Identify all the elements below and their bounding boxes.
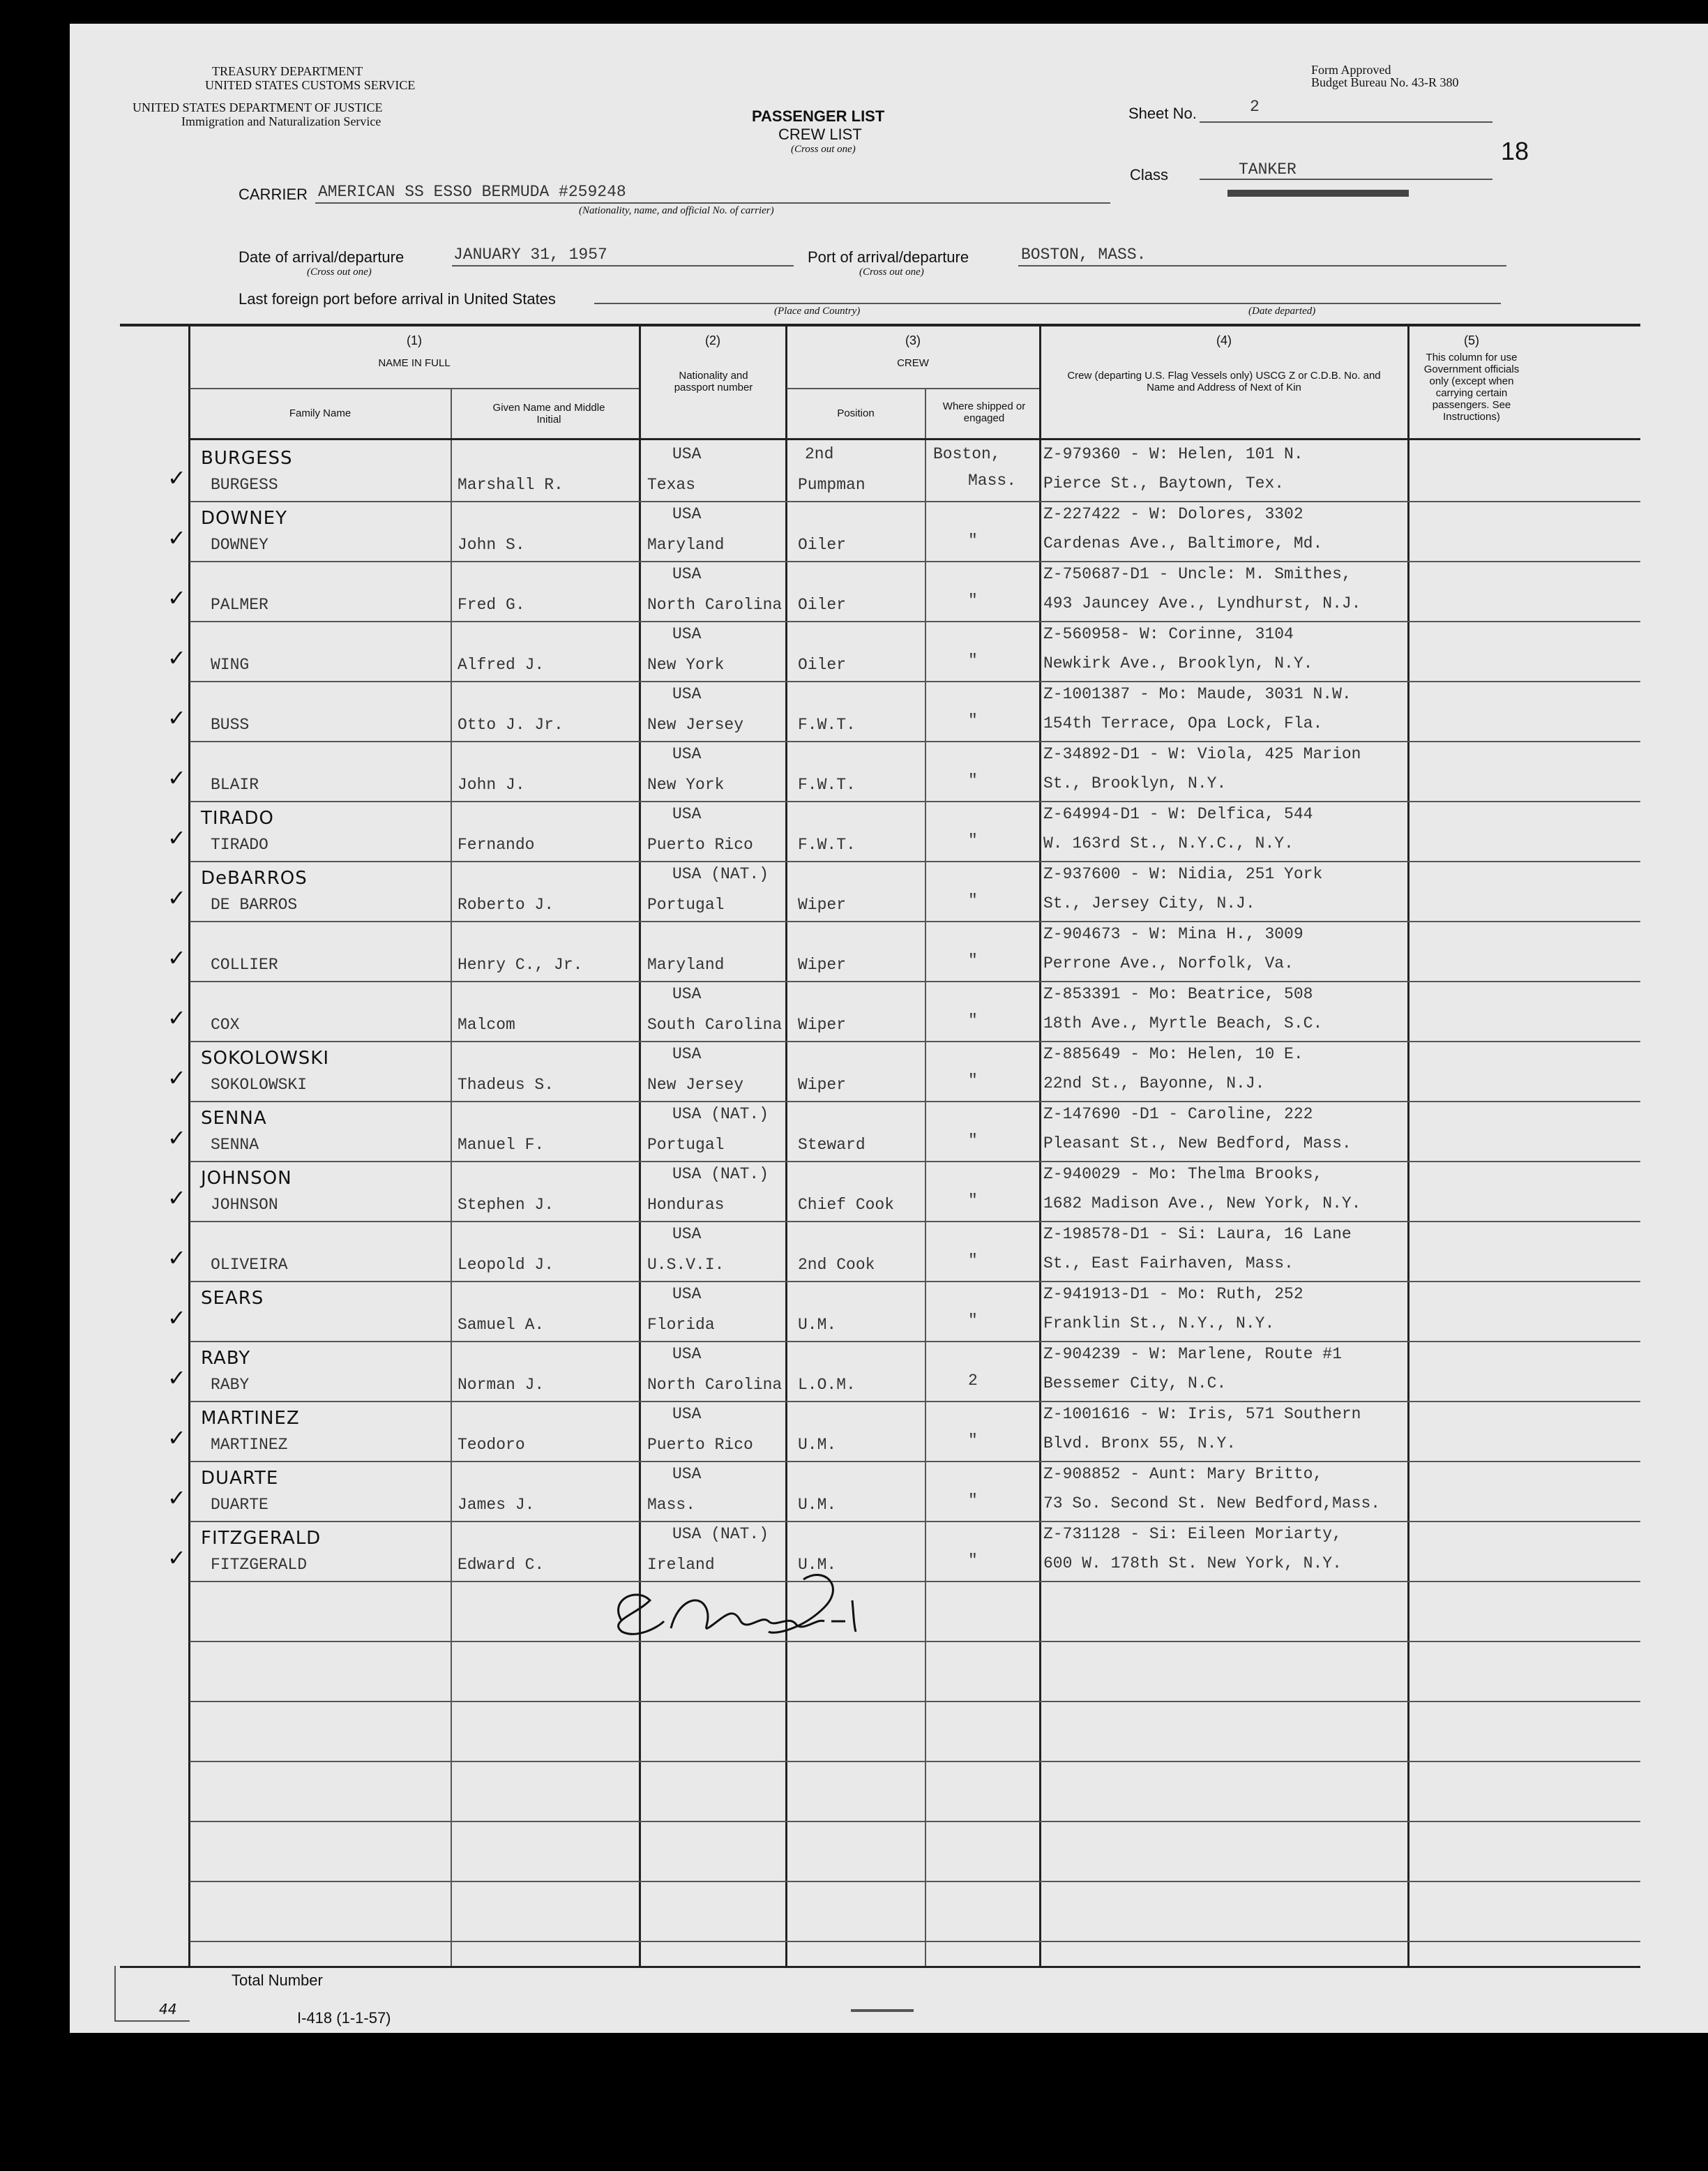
table-top-rule [120, 324, 1640, 326]
family-name: WING [211, 656, 250, 674]
nationality-line-1: USA [672, 685, 702, 703]
row-rule [190, 1521, 1640, 1522]
nationality-line-1: USA [672, 625, 702, 643]
family-name: PALMER [211, 596, 269, 614]
date-note: (Cross out one) [307, 266, 372, 278]
row-rule [190, 741, 1640, 742]
next-of-kin-line-2: St., East Fairhaven, Mass. [1043, 1254, 1294, 1272]
check-mark-icon: ✓ [167, 1005, 187, 1031]
next-of-kin-line-1: Z-147690 -D1 - Caroline, 222 [1043, 1105, 1313, 1123]
given-name: Teodoro [458, 1436, 525, 1454]
nationality-line-1: USA [672, 745, 702, 763]
row-rule [190, 1881, 1640, 1882]
col-subdivider-1 [451, 388, 452, 1966]
family-name: FITZGERALD [211, 1556, 308, 1574]
family-name: BLAIR [211, 776, 259, 794]
handwritten-family-name: JOHNSON [201, 1168, 292, 1189]
nationality-line-1: USA (NAT.) [672, 1105, 769, 1123]
passenger-list-title: PASSENGER LIST [752, 107, 885, 125]
row-rule [190, 981, 1640, 982]
row-rule [190, 861, 1640, 862]
position-line-1: 2nd [805, 445, 834, 463]
handwritten-family-name: MARTINEZ [201, 1408, 300, 1429]
where-shipped-line-2: 2 [968, 1372, 978, 1390]
next-of-kin-line-2: 600 W. 178th St. New York, N.Y. [1043, 1554, 1342, 1572]
next-of-kin-line-2: 22nd St., Bayonne, N.J. [1043, 1074, 1265, 1092]
handwritten-family-name: DOWNEY [201, 508, 287, 529]
carrier-value: AMERICAN SS ESSO BERMUDA #259248 [318, 183, 626, 201]
given-name: Otto J. Jr. [458, 716, 564, 734]
nationality-line-1: USA [672, 1465, 702, 1483]
nationality-line-2: Ireland [647, 1556, 715, 1574]
next-of-kin-line-2: Pleasant St., New Bedford, Mass. [1043, 1134, 1352, 1152]
position-line-2: U.M. [798, 1556, 837, 1574]
next-of-kin-line-1: Z-904673 - W: Mina H., 3009 [1043, 925, 1303, 943]
next-of-kin-line-2: 493 Jauncey Ave., Lyndhurst, N.J. [1043, 594, 1361, 613]
nationality-line-2: North Carolina [647, 596, 783, 614]
where-shipped-line-2: " [968, 1312, 978, 1330]
date-label: Date of arrival/departure [239, 248, 405, 266]
nationality-line-2: Texas [647, 476, 696, 494]
next-of-kin-line-2: 18th Ave., Myrtle Beach, S.C. [1043, 1014, 1323, 1032]
port-underline [1018, 265, 1506, 266]
check-mark-icon: ✓ [167, 645, 187, 671]
check-mark-icon: ✓ [167, 525, 187, 551]
nationality-line-2: New York [647, 656, 725, 674]
total-box-bottom [114, 2020, 190, 2022]
total-number-value: 44 [159, 2001, 177, 2018]
check-mark-icon: ✓ [167, 765, 187, 791]
row-rule [190, 1461, 1640, 1462]
position-line-2: Wiper [798, 896, 847, 914]
total-box-left [114, 1966, 116, 2022]
nationality-line-2: Mass. [647, 1496, 696, 1514]
handwritten-family-name: SENNA [201, 1108, 267, 1129]
given-name: John S. [458, 536, 525, 554]
check-mark-icon: ✓ [167, 945, 187, 971]
nationality-line-2: U.S.V.I. [647, 1256, 725, 1274]
family-name: DUARTE [211, 1496, 269, 1514]
where-shipped-line-2: " [968, 1072, 978, 1090]
where-shipped-line-2: " [968, 1132, 978, 1150]
nationality-line-2: Honduras [647, 1196, 725, 1214]
where-shipped-line-2: " [968, 1012, 978, 1030]
row-rule [190, 801, 1640, 802]
given-name: Henry C., Jr. [458, 956, 583, 974]
row-rule [190, 1161, 1640, 1162]
check-mark-icon: ✓ [167, 1245, 187, 1271]
position-line-2: L.O.M. [798, 1376, 856, 1394]
row-rule [190, 921, 1640, 922]
table-bottom-rule [120, 1966, 1640, 1968]
page-number: 18 [1501, 137, 1529, 165]
next-of-kin-line-1: Z-64994-D1 - W: Delfica, 544 [1043, 805, 1313, 823]
next-of-kin-line-1: Z-560958- W: Corinne, 3104 [1043, 625, 1294, 643]
col1-title: NAME IN FULL [378, 357, 451, 369]
family-name: BUSS [211, 716, 250, 734]
family-name: SOKOLOWSKI [211, 1076, 308, 1094]
next-of-kin-line-2: St., Jersey City, N.J. [1043, 894, 1255, 912]
family-name: RABY [211, 1376, 250, 1394]
position-line-2: Oiler [798, 536, 847, 554]
budget-bureau-label: Budget Bureau No. 43-R 380 [1311, 75, 1459, 89]
nationality-line-1: USA [672, 985, 702, 1003]
form-number: I-418 (1-1-57) [297, 2009, 391, 2027]
check-mark-icon: ✓ [167, 1365, 187, 1391]
check-mark-icon: ✓ [167, 1485, 187, 1511]
position-line-2: F.W.T. [798, 836, 856, 854]
col1a-title: Family Name [289, 407, 352, 419]
nationality-line-1: USA [672, 1345, 702, 1363]
bottom-mark [851, 2009, 914, 2012]
where-shipped-line-2: " [968, 892, 978, 910]
nationality-line-1: USA [672, 805, 702, 823]
next-of-kin-line-1: Z-904239 - W: Marlene, Route #1 [1043, 1345, 1342, 1363]
where-shipped-line-2: " [968, 712, 978, 730]
nationality-line-2: Maryland [647, 536, 725, 554]
row-rule [190, 501, 1640, 502]
header-bottom-rule [190, 438, 1640, 440]
given-name: Malcom [458, 1016, 515, 1034]
class-label: Class [1130, 166, 1169, 183]
nationality-line-2: New York [647, 776, 725, 794]
port-label: Port of arrival/departure [808, 248, 969, 266]
family-name: TIRADO [211, 836, 269, 854]
position-line-2: Oiler [798, 596, 847, 614]
check-mark-icon: ✓ [167, 1185, 187, 1211]
next-of-kin-line-1: Z-731128 - Si: Eileen Moriarty, [1043, 1525, 1342, 1543]
position-line-2: Wiper [798, 1076, 847, 1094]
next-of-kin-line-2: Perrone Ave., Norfolk, Va. [1043, 954, 1294, 972]
row-rule [190, 1641, 1640, 1642]
nationality-line-2: New Jersey [647, 1076, 744, 1094]
next-of-kin-line-1: Z-34892-D1 - W: Viola, 425 Marion [1043, 745, 1361, 763]
where-shipped-line-2: " [968, 952, 978, 970]
col3-number: (3) [905, 333, 921, 347]
col3a-title: Position [837, 407, 875, 419]
nationality-line-1: USA (NAT.) [672, 1525, 769, 1543]
row-rule [190, 1341, 1640, 1342]
col-subdivider-3 [925, 388, 926, 1966]
position-line-2: Steward [798, 1136, 866, 1154]
row-rule [190, 1041, 1640, 1042]
col2-number: (2) [705, 333, 720, 347]
row-rule [190, 621, 1640, 622]
document-page [70, 24, 1708, 2033]
next-of-kin-line-1: Z-1001387 - Mo: Maude, 3031 N.W. [1043, 685, 1352, 703]
nationality-line-1: USA [672, 445, 702, 463]
family-name: JOHNSON [211, 1196, 278, 1214]
where-shipped-line-2: " [968, 1252, 978, 1270]
sheet-underline [1200, 121, 1492, 123]
handwritten-family-name: TIRADO [201, 808, 274, 829]
position-line-2: Wiper [798, 956, 847, 974]
given-name: Alfred J. [458, 656, 545, 674]
next-of-kin-line-1: Z-853391 - Mo: Beatrice, 508 [1043, 985, 1313, 1003]
nationality-line-1: USA [672, 1405, 702, 1423]
row-rule [190, 1581, 1640, 1582]
col5-title: This column for use Government officials only (except when carrying certain passengers. See Instructions) [1423, 352, 1520, 423]
row-rule [190, 1701, 1640, 1702]
class-value: TANKER [1239, 160, 1297, 179]
row-rule [190, 1221, 1640, 1222]
nationality-line-2: New Jersey [647, 716, 744, 734]
nationality-line-1: USA [672, 1285, 702, 1303]
col4-title: Crew (departing U.S. Flag Vessels only) USCG Z or C.D.B. No. and Name and Address of Next of Kin [1067, 370, 1381, 393]
next-of-kin-line-1: Z-941913-D1 - Mo: Ruth, 252 [1043, 1285, 1303, 1303]
handwritten-family-name: BURGESS [201, 448, 293, 469]
given-name: Manuel F. [458, 1136, 545, 1154]
where-shipped-line-2: " [968, 532, 978, 550]
position-line-2: Oiler [798, 656, 847, 674]
family-name: COX [211, 1016, 240, 1034]
handwritten-family-name: SEARS [201, 1288, 264, 1309]
name-subheader-rule [190, 388, 639, 389]
family-name: OLIVEIRA [211, 1256, 288, 1274]
class-struck-text [1227, 190, 1409, 197]
official-signature [594, 1558, 915, 1649]
family-name: COLLIER [211, 956, 278, 974]
next-of-kin-line-1: Z-1001616 - W: Iris, 571 Southern [1043, 1405, 1361, 1423]
given-name: Edward C. [458, 1556, 545, 1574]
col4-number: (4) [1216, 333, 1232, 347]
col2-title: Nationality and passport number [674, 370, 753, 393]
nationality-line-1: USA [672, 565, 702, 583]
position-line-2: F.W.T. [798, 776, 856, 794]
col-divider-3 [1039, 326, 1041, 1966]
row-rule [190, 1941, 1640, 1942]
crew-subheader-rule [787, 388, 1039, 389]
where-shipped-line-2: " [968, 592, 978, 610]
family-name: BURGESS [211, 476, 278, 494]
family-name: MARTINEZ [211, 1436, 288, 1454]
next-of-kin-line-2: Pierce St., Baytown, Tex. [1043, 474, 1285, 493]
position-line-2: U.M. [798, 1436, 837, 1454]
nationality-line-2: Florida [647, 1316, 715, 1334]
next-of-kin-line-1: Z-227422 - W: Dolores, 3302 [1043, 505, 1303, 523]
treasury-label: TREASURY DEPARTMENT [212, 64, 363, 78]
next-of-kin-line-2: 1682 Madison Ave., New York, N.Y. [1043, 1194, 1361, 1212]
col-divider-1 [639, 326, 641, 1966]
next-of-kin-line-2: Blvd. Bronx 55, N.Y. [1043, 1434, 1237, 1452]
where-shipped-line-2: " [968, 1492, 978, 1510]
check-mark-icon: ✓ [167, 585, 187, 611]
date-departed-note: (Date departed) [1248, 306, 1316, 317]
given-name: Fernando [458, 836, 535, 854]
sheet-number: 2 [1250, 98, 1260, 116]
handwritten-family-name: DeBARROS [201, 868, 308, 889]
nationality-line-2: Portugal [647, 896, 725, 914]
check-mark-icon: ✓ [167, 825, 187, 851]
position-line-2: 2nd Cook [798, 1256, 875, 1274]
check-mark-icon: ✓ [167, 465, 187, 491]
given-name: Fred G. [458, 596, 525, 614]
nationality-line-1: USA [672, 1045, 702, 1063]
row-rule [190, 561, 1640, 562]
handwritten-family-name: DUARTE [201, 1468, 279, 1489]
class-underline [1200, 179, 1492, 180]
handwritten-family-name: FITZGERALD [201, 1528, 322, 1549]
nationality-line-1: USA (NAT.) [672, 865, 769, 883]
where-shipped-line-2: " [968, 772, 978, 790]
nationality-line-1: USA [672, 505, 702, 523]
port-value: BOSTON, MASS. [1021, 246, 1147, 264]
next-of-kin-line-2: Bessemer City, N.C. [1043, 1374, 1227, 1392]
row-rule [190, 1281, 1640, 1282]
row-rule [190, 681, 1640, 682]
date-underline [452, 265, 794, 266]
nationality-line-2: South Carolina [647, 1016, 783, 1034]
given-name: Marshall R. [458, 476, 564, 494]
where-shipped-line-2: " [968, 1192, 978, 1210]
row-rule [190, 1821, 1640, 1822]
where-shipped-line-2: " [968, 1432, 978, 1450]
crew-list-title: CREW LIST [778, 126, 862, 143]
check-mark-icon: ✓ [167, 1125, 187, 1151]
given-name: Thadeus S. [458, 1076, 554, 1094]
last-port-label: Last foreign port before arrival in United States [239, 290, 556, 308]
next-of-kin-line-1: Z-885649 - Mo: Helen, 10 E. [1043, 1045, 1303, 1063]
next-of-kin-line-1: Z-940029 - Mo: Thelma Brooks, [1043, 1165, 1323, 1183]
next-of-kin-line-2: 73 So. Second St. New Bedford,Mass. [1043, 1494, 1381, 1512]
col3b-title: Where shipped or engaged [942, 400, 1026, 424]
cross-out-note: (Cross out one) [791, 144, 856, 155]
next-of-kin-line-1: Z-750687-D1 - Uncle: M. Smithes, [1043, 565, 1352, 583]
sheet-label: Sheet No. [1128, 105, 1197, 122]
family-name: DOWNEY [211, 536, 269, 554]
position-line-2: Wiper [798, 1016, 847, 1034]
where-shipped-line-2: " [968, 652, 978, 670]
next-of-kin-line-1: Z-979360 - W: Helen, 101 N. [1043, 445, 1303, 463]
given-name: Stephen J. [458, 1196, 554, 1214]
ins-label: Immigration and Naturalization Service [181, 114, 381, 128]
position-line-2: Pumpman [798, 476, 866, 494]
customs-label: UNITED STATES CUSTOMS SERVICE [205, 78, 416, 92]
nationality-line-1: USA (NAT.) [672, 1165, 769, 1183]
next-of-kin-line-2: Franklin St., N.Y., N.Y. [1043, 1314, 1275, 1332]
next-of-kin-line-1: Z-198578-D1 - Si: Laura, 16 Lane [1043, 1225, 1352, 1243]
date-value: JANUARY 31, 1957 [453, 246, 607, 264]
check-mark-icon: ✓ [167, 1545, 187, 1571]
place-note: (Place and Country) [774, 306, 861, 317]
carrier-underline [315, 202, 1110, 204]
next-of-kin-line-2: W. 163rd St., N.Y.C., N.Y. [1043, 834, 1294, 852]
check-mark-icon: ✓ [167, 1065, 187, 1091]
next-of-kin-line-2: Newkirk Ave., Brooklyn, N.Y. [1043, 654, 1313, 673]
position-line-2: U.M. [798, 1316, 837, 1334]
given-name: Samuel A. [458, 1316, 545, 1334]
given-name: Leopold J. [458, 1256, 554, 1274]
family-name: SENNA [211, 1136, 259, 1154]
col1b-title: Given Name and Middle Initial [492, 402, 605, 426]
given-name: Norman J. [458, 1376, 545, 1394]
col3-title: CREW [897, 357, 929, 369]
position-line-2: Chief Cook [798, 1196, 895, 1214]
next-of-kin-line-1: Z-937600 - W: Nidia, 251 York [1043, 865, 1323, 883]
total-number-label: Total Number [232, 1971, 323, 1989]
col5-number: (5) [1464, 333, 1479, 347]
next-of-kin-line-2: Cardenas Ave., Baltimore, Md. [1043, 534, 1323, 553]
justice-label: UNITED STATES DEPARTMENT OF JUSTICE [133, 100, 383, 114]
next-of-kin-line-1: Z-908852 - Aunt: Mary Britto, [1043, 1465, 1323, 1483]
nationality-line-2: Maryland [647, 956, 725, 974]
row-rule [190, 1401, 1640, 1402]
nationality-line-2: Puerto Rico [647, 1436, 753, 1454]
handwritten-family-name: RABY [201, 1348, 251, 1369]
nationality-line-2: Puerto Rico [647, 836, 753, 854]
given-name: Roberto J. [458, 896, 554, 914]
check-mark-icon: ✓ [167, 705, 187, 731]
check-mark-icon: ✓ [167, 885, 187, 911]
given-name: John J. [458, 776, 525, 794]
row-rule [190, 1101, 1640, 1102]
col-divider-2 [785, 326, 787, 1966]
carrier-note: (Nationality, name, and official No. of carrier) [579, 205, 774, 216]
col-divider-4 [1407, 326, 1410, 1966]
next-of-kin-line-2: St., Brooklyn, N.Y. [1043, 774, 1227, 792]
where-shipped-line-2: " [968, 832, 978, 850]
family-name: DE BARROS [211, 896, 298, 914]
port-note: (Cross out one) [859, 266, 924, 278]
table-left-border [188, 326, 190, 1966]
form-approved-label: Form Approved [1311, 63, 1391, 77]
check-mark-icon: ✓ [167, 1425, 187, 1451]
row-rule [190, 1761, 1640, 1762]
next-of-kin-line-2: 154th Terrace, Opa Lock, Fla. [1043, 714, 1323, 733]
last-port-underline [594, 303, 1501, 304]
nationality-line-1: USA [672, 1225, 702, 1243]
col1-number: (1) [407, 333, 422, 347]
carrier-label: CARRIER [239, 186, 308, 203]
nationality-line-2: Portugal [647, 1136, 725, 1154]
where-shipped-line-1: Boston, [933, 445, 1001, 463]
nationality-line-2: North Carolina [647, 1376, 783, 1394]
where-shipped-line-2: " [968, 1552, 978, 1570]
position-line-2: U.M. [798, 1496, 837, 1514]
check-mark-icon: ✓ [167, 1305, 187, 1331]
position-line-2: F.W.T. [798, 716, 856, 734]
where-shipped-line-2: Mass. [968, 472, 1017, 490]
given-name: James J. [458, 1496, 535, 1514]
handwritten-family-name: SOKOLOWSKI [201, 1048, 330, 1069]
